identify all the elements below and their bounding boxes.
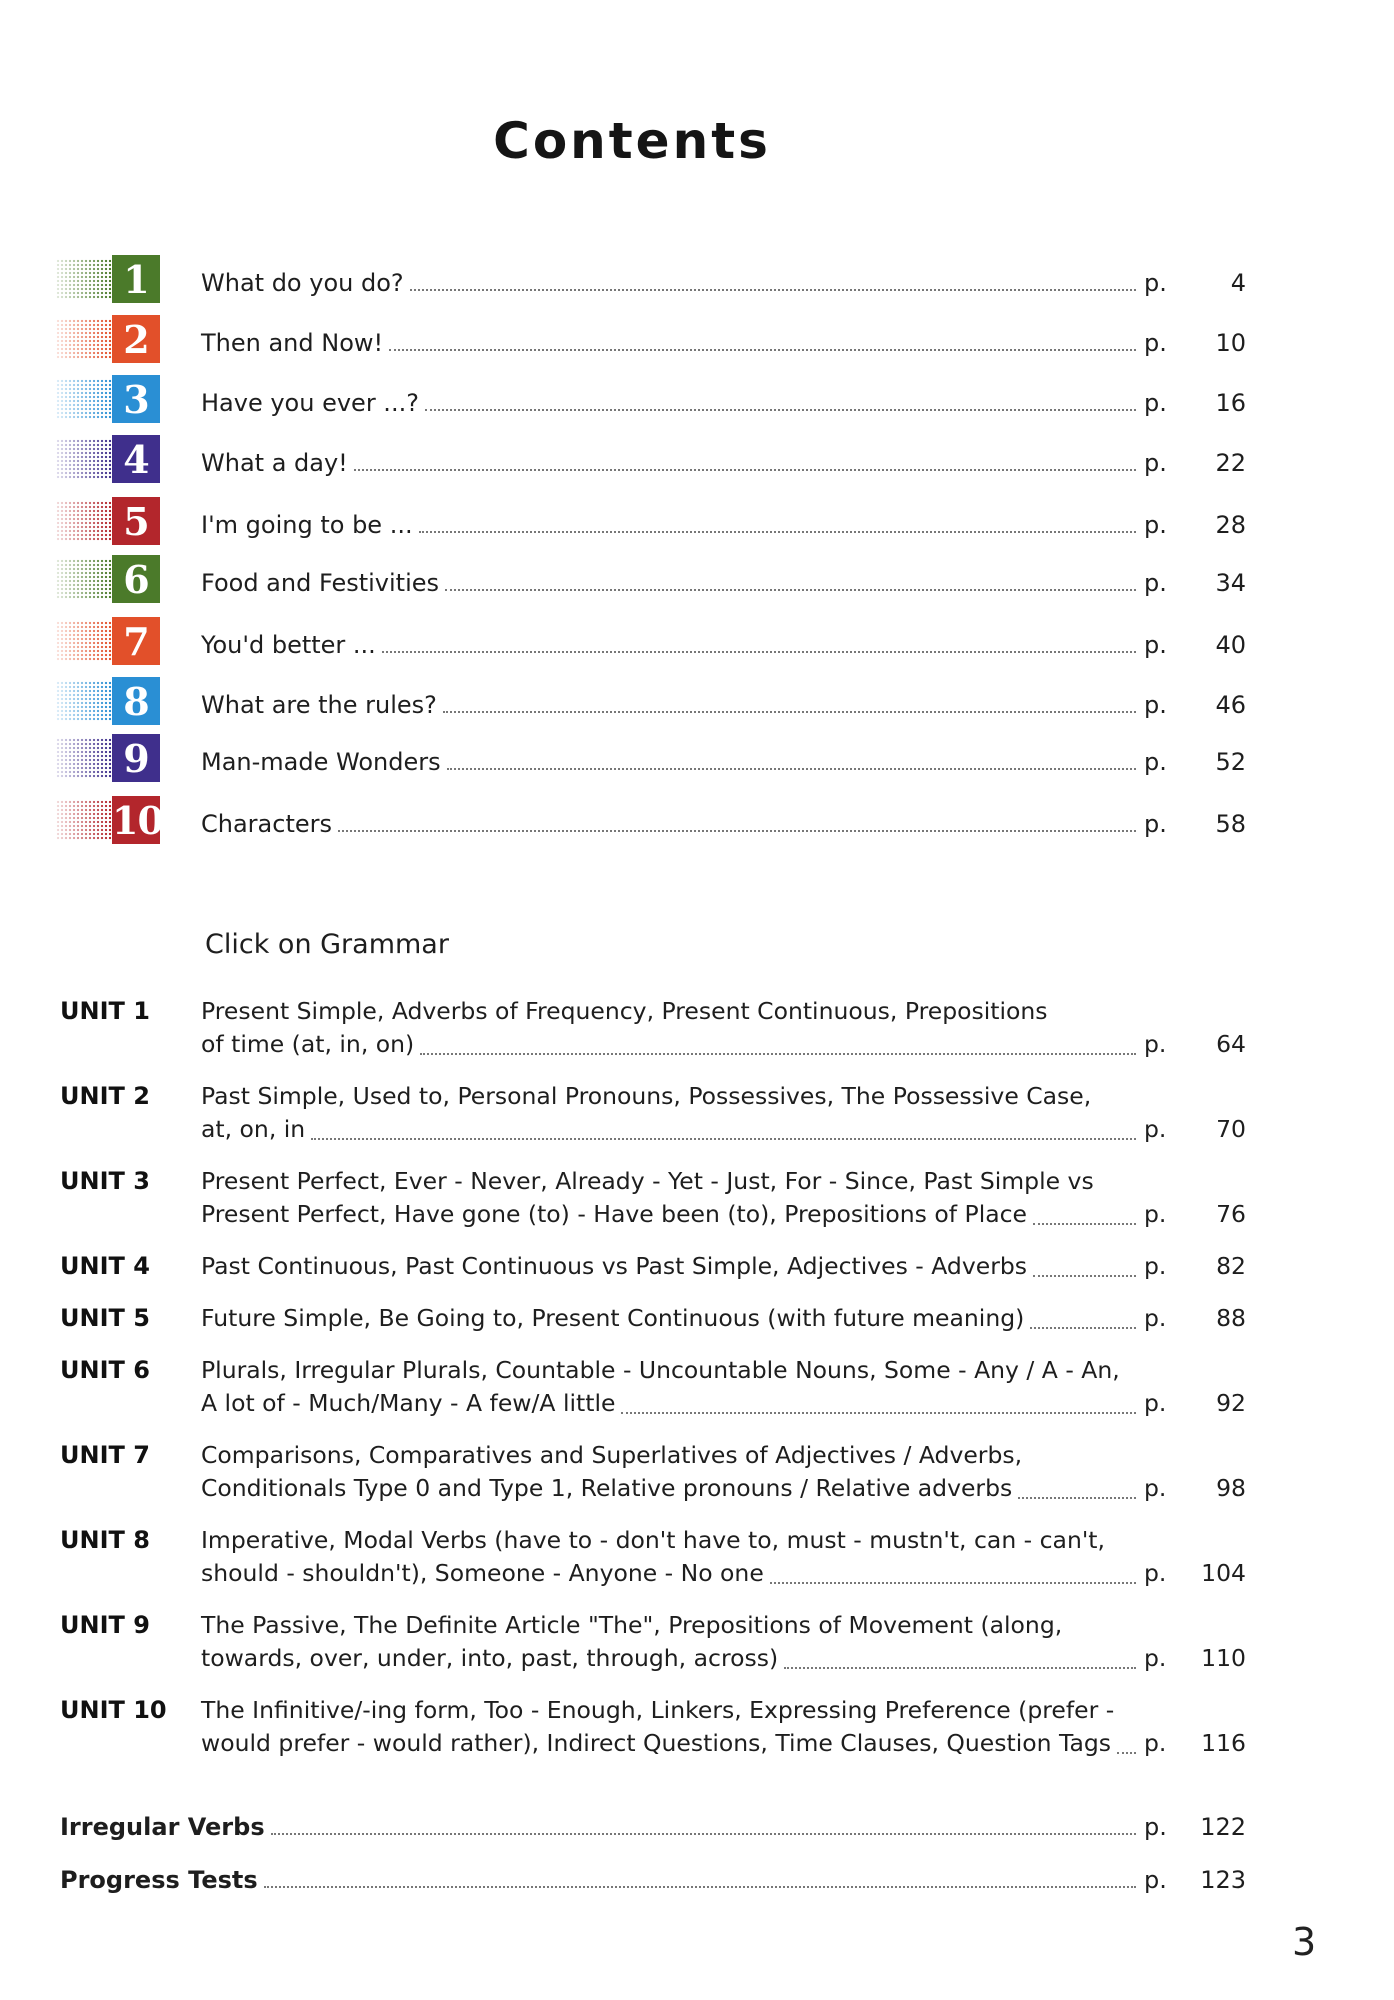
page-prefix: p. [1144, 1115, 1167, 1143]
extra-title: Progress Tests [60, 1866, 258, 1894]
grammar-topics-line: of time (at, in, on) [201, 1030, 415, 1058]
grammar-topics [201, 1609, 1246, 1675]
dot-leader [420, 1053, 1136, 1055]
page-prefix: p. [1144, 1813, 1167, 1841]
grammar-topics [201, 1354, 1246, 1420]
unit-number: 5 [112, 497, 160, 545]
toc-entry [201, 321, 1246, 357]
dot-leader [425, 409, 1136, 411]
grammar-topics-line: Present Perfect, Have gone (to) - Have been (to), Prepositions of Place [201, 1200, 1027, 1228]
grammar-unit-label: UNIT 3 [60, 1167, 150, 1195]
grammar-topics-line: Comparisons, Comparatives and Superlatives of Adjectives / Adverbs, [201, 1441, 1023, 1469]
dot-leader [389, 349, 1136, 351]
page-number-ref: 52 [1215, 748, 1246, 776]
unit-number: 2 [112, 315, 160, 363]
dot-pattern-decoration [56, 259, 112, 299]
unit-number: 8 [112, 677, 160, 725]
page-number-ref: 70 [1216, 1115, 1246, 1143]
grammar-topics-line: Present Simple, Adverbs of Frequency, Present Continuous, Prepositions [201, 997, 1048, 1025]
unit-row[interactable] [56, 255, 1246, 315]
unit-number: 10 [112, 798, 163, 843]
extra-entry[interactable] [60, 1861, 1246, 1894]
unit-badge [56, 677, 160, 725]
page-title: Contents [493, 112, 771, 170]
grammar-topics-line: towards, over, under, into, past, through, across) [201, 1644, 779, 1672]
unit-row[interactable] [56, 315, 1246, 375]
page-prefix: p. [1144, 569, 1167, 597]
grammar-topics-line: Present Perfect, Ever - Never, Already - Yet - Just, For - Since, Past Simple vs [201, 1167, 1094, 1195]
grammar-topics-line: Plurals, Irregular Plurals, Countable - Uncountable Nouns, Some - Any / A - An, [201, 1356, 1120, 1384]
unit-row[interactable] [56, 555, 1246, 617]
page-prefix: p. [1144, 329, 1167, 357]
grammar-topics-last-line [201, 1472, 1246, 1505]
grammar-row[interactable] [60, 1302, 1246, 1354]
unit-title[interactable]: What do you do? [201, 269, 404, 297]
toc-entry [201, 683, 1246, 719]
dot-leader [1033, 1223, 1136, 1225]
unit-row[interactable] [56, 796, 1246, 856]
dot-leader [264, 1886, 1136, 1888]
page-number-ref: 22 [1215, 449, 1246, 477]
page-prefix: p. [1144, 748, 1167, 776]
grammar-topics-line: Conditionals Type 0 and Type 1, Relative pronouns / Relative adverbs [201, 1474, 1013, 1502]
unit-badge [56, 375, 160, 423]
page-prefix: p. [1144, 1304, 1167, 1332]
page-number-ref: 46 [1215, 691, 1246, 719]
grammar-topics [201, 995, 1246, 1061]
dot-pattern-decoration [56, 621, 112, 661]
unit-number: 6 [112, 555, 160, 603]
grammar-topics-last-line [201, 1198, 1246, 1231]
toc-entry [201, 503, 1246, 539]
grammar-heading: Click on Grammar [205, 929, 449, 960]
unit-number: 3 [112, 375, 160, 423]
grammar-row[interactable] [60, 1165, 1246, 1250]
page-prefix: p. [1144, 1200, 1167, 1228]
dot-leader [419, 531, 1136, 533]
grammar-row[interactable] [60, 1609, 1246, 1694]
unit-title[interactable]: Characters [201, 810, 332, 838]
dot-pattern-decoration [56, 559, 112, 599]
toc-entry [201, 261, 1246, 297]
dot-leader [1018, 1497, 1136, 1499]
dot-pattern-decoration [56, 681, 112, 721]
grammar-unit-label: UNIT 6 [60, 1356, 150, 1384]
dot-leader [410, 289, 1136, 291]
unit-title[interactable]: Then and Now! [201, 329, 384, 357]
toc-entry [201, 740, 1246, 776]
unit-badge [56, 796, 163, 844]
dot-leader [784, 1667, 1136, 1669]
page-number-ref: 64 [1216, 1030, 1246, 1058]
unit-badge [56, 435, 160, 483]
grammar-topics-line: Imperative, Modal Verbs (have to - don't have to, must - mustn't, can - can't, [201, 1526, 1105, 1554]
unit-row[interactable] [56, 734, 1246, 796]
page-prefix: p. [1144, 1252, 1167, 1280]
dot-pattern-decoration [56, 501, 112, 541]
unit-row[interactable] [56, 497, 1246, 555]
grammar-topics-line: should - shouldn't), Someone - Anyone - No one [201, 1559, 764, 1587]
page-prefix: p. [1144, 449, 1167, 477]
page-number-ref: 76 [1216, 1200, 1246, 1228]
dot-leader [354, 469, 1136, 471]
page-number-ref: 58 [1215, 810, 1246, 838]
page-prefix: p. [1144, 691, 1167, 719]
page-prefix: p. [1144, 1559, 1167, 1587]
grammar-topics [201, 1524, 1246, 1590]
dot-pattern-decoration [56, 800, 112, 840]
page-prefix: p. [1144, 1866, 1167, 1894]
unit-title[interactable]: Man-made Wonders [201, 748, 441, 776]
grammar-unit-label: UNIT 8 [60, 1526, 150, 1554]
dot-leader [338, 830, 1136, 832]
grammar-list [60, 995, 1246, 1779]
grammar-row[interactable] [60, 1439, 1246, 1524]
dot-leader [445, 589, 1136, 591]
grammar-unit-label: UNIT 10 [60, 1696, 167, 1724]
grammar-topics-last-line [201, 1302, 1246, 1335]
grammar-unit-label: UNIT 2 [60, 1082, 150, 1110]
dot-leader [311, 1138, 1136, 1140]
page-number-ref: 82 [1216, 1252, 1246, 1280]
dot-pattern-decoration [56, 379, 112, 419]
grammar-topics [201, 1694, 1246, 1760]
grammar-row[interactable] [60, 1524, 1246, 1609]
grammar-topics [201, 1439, 1246, 1505]
grammar-topics-line: Past Continuous, Past Continuous vs Past Simple, Adjectives - Adverbs [201, 1252, 1028, 1280]
grammar-unit-label: UNIT 5 [60, 1304, 150, 1332]
dot-leader [1033, 1275, 1136, 1277]
dot-leader [447, 768, 1136, 770]
grammar-topics-line: Past Simple, Used to, Personal Pronouns, Possessives, The Possessive Case, [201, 1082, 1092, 1110]
toc-entry [201, 802, 1246, 838]
grammar-topics [201, 1080, 1246, 1146]
dot-leader [1030, 1327, 1136, 1329]
unit-badge [56, 734, 160, 782]
page-prefix: p. [1144, 269, 1167, 297]
dot-leader [770, 1582, 1136, 1584]
grammar-row[interactable] [60, 1080, 1246, 1165]
page-number-ref: 122 [1200, 1813, 1246, 1841]
page-number-ref: 28 [1215, 511, 1246, 539]
page-number-ref: 88 [1216, 1304, 1246, 1332]
grammar-topics [201, 1165, 1246, 1231]
page-number-ref: 34 [1215, 569, 1246, 597]
units-list [56, 255, 1246, 856]
unit-row[interactable] [56, 375, 1246, 435]
page-number-ref: 10 [1215, 329, 1246, 357]
page-number-ref: 104 [1201, 1559, 1246, 1587]
extra-title: Irregular Verbs [60, 1813, 265, 1841]
dot-leader [621, 1412, 1136, 1414]
grammar-topics-last-line [201, 1250, 1246, 1283]
unit-row[interactable] [56, 677, 1246, 734]
page-number-ref: 98 [1216, 1474, 1246, 1502]
grammar-row[interactable] [60, 995, 1246, 1080]
unit-title[interactable]: What are the rules? [201, 691, 437, 719]
unit-badge [56, 315, 160, 363]
dot-pattern-decoration [56, 439, 112, 479]
unit-title[interactable]: You'd better ... [201, 631, 376, 659]
page-prefix: p. [1144, 631, 1167, 659]
unit-title[interactable]: What a day! [201, 449, 348, 477]
page-prefix: p. [1144, 810, 1167, 838]
extra-entry[interactable] [60, 1808, 1246, 1841]
toc-entry [201, 561, 1246, 597]
unit-title[interactable]: Have you ever ...? [201, 389, 419, 417]
grammar-topics-line: The Passive, The Definite Article "The", Prepositions of Movement (along, [201, 1611, 1063, 1639]
grammar-topics-last-line [201, 1387, 1246, 1420]
grammar-topics-last-line [201, 1642, 1246, 1675]
unit-number: 9 [112, 734, 160, 782]
grammar-topics-last-line [201, 1727, 1246, 1760]
grammar-unit-label: UNIT 7 [60, 1441, 150, 1469]
grammar-row[interactable] [60, 1694, 1246, 1779]
page-prefix: p. [1144, 389, 1167, 417]
toc-entry [201, 623, 1246, 659]
page-number-ref: 40 [1215, 631, 1246, 659]
page-prefix: p. [1144, 1389, 1167, 1417]
page-prefix: p. [1144, 511, 1167, 539]
grammar-unit-label: UNIT 4 [60, 1252, 150, 1280]
page-prefix: p. [1144, 1030, 1167, 1058]
dot-leader [1117, 1752, 1136, 1754]
grammar-topics-line: A lot of - Much/Many - A few/A little [201, 1389, 616, 1417]
page-prefix: p. [1144, 1644, 1167, 1672]
grammar-row[interactable] [60, 1354, 1246, 1439]
page-number-ref: 116 [1201, 1729, 1246, 1757]
page-number-ref: 92 [1216, 1389, 1246, 1417]
grammar-topics [201, 1302, 1246, 1335]
unit-number: 4 [112, 435, 160, 483]
extras-list [60, 1808, 1246, 1914]
page-number: 3 [1292, 1920, 1317, 1964]
unit-number: 1 [112, 255, 160, 303]
page-number-ref: 16 [1215, 389, 1246, 417]
dot-leader [271, 1833, 1136, 1835]
dot-pattern-decoration [56, 738, 112, 778]
unit-title[interactable]: I'm going to be ... [201, 511, 413, 539]
page-number-ref: 4 [1230, 269, 1246, 297]
page-prefix: p. [1144, 1474, 1167, 1502]
toc-entry [201, 441, 1246, 477]
page-number-ref: 110 [1201, 1644, 1246, 1672]
grammar-topics-line: at, on, in [201, 1115, 306, 1143]
grammar-topics-line: would prefer - would rather), Indirect Questions, Time Clauses, Question Tags [201, 1729, 1112, 1757]
grammar-unit-label: UNIT 1 [60, 997, 150, 1025]
dot-pattern-decoration [56, 319, 112, 359]
grammar-topics-last-line [201, 1028, 1246, 1061]
toc-entry [201, 381, 1246, 417]
page-number-ref: 123 [1200, 1866, 1246, 1894]
grammar-topics [201, 1250, 1246, 1283]
grammar-unit-label: UNIT 9 [60, 1611, 150, 1639]
grammar-topics-last-line [201, 1113, 1246, 1146]
grammar-row[interactable] [60, 1250, 1246, 1302]
unit-badge [56, 255, 160, 303]
unit-row[interactable] [56, 617, 1246, 677]
unit-number: 7 [112, 617, 160, 665]
unit-title[interactable]: Food and Festivities [201, 569, 440, 597]
unit-badge [56, 497, 160, 545]
unit-row[interactable] [56, 435, 1246, 497]
grammar-topics-line: The Infinitive/-ing form, Too - Enough, Linkers, Expressing Preference (prefer - [201, 1696, 1115, 1724]
grammar-topics-last-line [201, 1557, 1246, 1590]
dot-leader [443, 711, 1136, 713]
dot-leader [382, 651, 1136, 653]
grammar-topics-line: Future Simple, Be Going to, Present Continuous (with future meaning) [201, 1304, 1025, 1332]
unit-badge [56, 555, 160, 603]
unit-badge [56, 617, 160, 665]
page-prefix: p. [1144, 1729, 1167, 1757]
